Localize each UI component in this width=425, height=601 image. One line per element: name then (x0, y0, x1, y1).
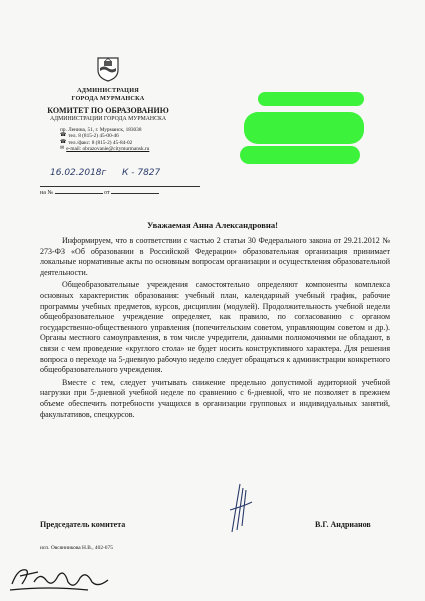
paragraph-3: Вместе с тем, следует учитывать снижение предельно допустимой аудиторной учебной нагрузки при 5-дневной учебной неделе по сравнению с 6-дневной, что не позволяет в прежнем объеме обеспечить потребности учащихся в организации групповых и индивидуальных занятий, факультативов, спецкурсов. (40, 377, 390, 419)
email: e-mail: obrazovanie@citymurmansk.ru (66, 146, 150, 153)
committee-subtitle: АДМИНИСТРАЦИИ ГОРОДА МУРМАНСКА (49, 116, 167, 122)
signature-icon (210, 480, 270, 540)
committee-title: КОМИТЕТ ПО ОБРАЗОВАНИЮ (47, 106, 169, 115)
signatory-title: Председатель комитета (40, 520, 126, 529)
org-name-line1: АДМИНИСТРАЦИЯ (77, 87, 139, 94)
handwritten-number: К - 7827 (122, 168, 161, 178)
org-name-line2: ГОРОДА МУРМАНСКА (71, 94, 145, 102)
phone-icon: ☎ (60, 133, 67, 139)
ref-date-label: от (104, 190, 110, 196)
paragraph-2: Общеобразовательные учреждения самостоятельно определяют компоненты комплекса основных характеристик образования: учебный план, календарный учебный график, рабочие программы учебных предметов, курсов, дисциплин (модулей). Продолжительность учебной недели общеобразовательное учреждение определяет, как правило, по согласованию с органом государственно-общественного управления (попечительским советом, управляющим советом и др.). Органы местного самоуправления, в том числе учредители, данными полномочиями не обладают, в связи с чем проведение «круглого стола» не будет носить конструктивного характера. Для решения вопроса о переходе на 5-дневную рабочую неделю следует обращаться к администрации конкретного общеобразовательного учреждения. (40, 280, 390, 375)
paragraph-1: Информируем, что в соответствии с частью 2 статьи 30 Федерального закона от 29.21.2012 № 273-ФЗ «Об образовании в Российской Федерации» образовательная организация принимает локальные нормативные акты по основным вопросам организации и осуществления образовательной деятельности. (40, 236, 390, 277)
address: пр. Ленина, 51, г. Мурманск, 183038 (60, 127, 142, 133)
redaction-mark-1 (258, 92, 364, 106)
fax: тел./факс: 8 (815-2) 45-84-02 (68, 139, 133, 146)
ref-number-label: на № (40, 190, 54, 196)
redaction-mark-3 (240, 146, 360, 164)
mail-icon: ✉ (60, 146, 65, 152)
executor-note: исп. Овсянникова Н.В., 402-675 (40, 545, 113, 551)
coat-of-arms-icon (96, 56, 120, 82)
handwritten-signature-icon (8, 562, 118, 596)
letter-body (40, 236, 390, 420)
signatory-name: В.Г. Андрианов (315, 520, 371, 529)
greeting: Уважаемая Анна Александровна! (146, 220, 279, 230)
handwritten-date: 16.02.2018г (50, 168, 107, 178)
redaction-mark-2 (244, 112, 364, 144)
phone: тел. 8 (815-2) 45-00-46 (68, 133, 119, 140)
fax-icon: ☎ (60, 139, 67, 145)
